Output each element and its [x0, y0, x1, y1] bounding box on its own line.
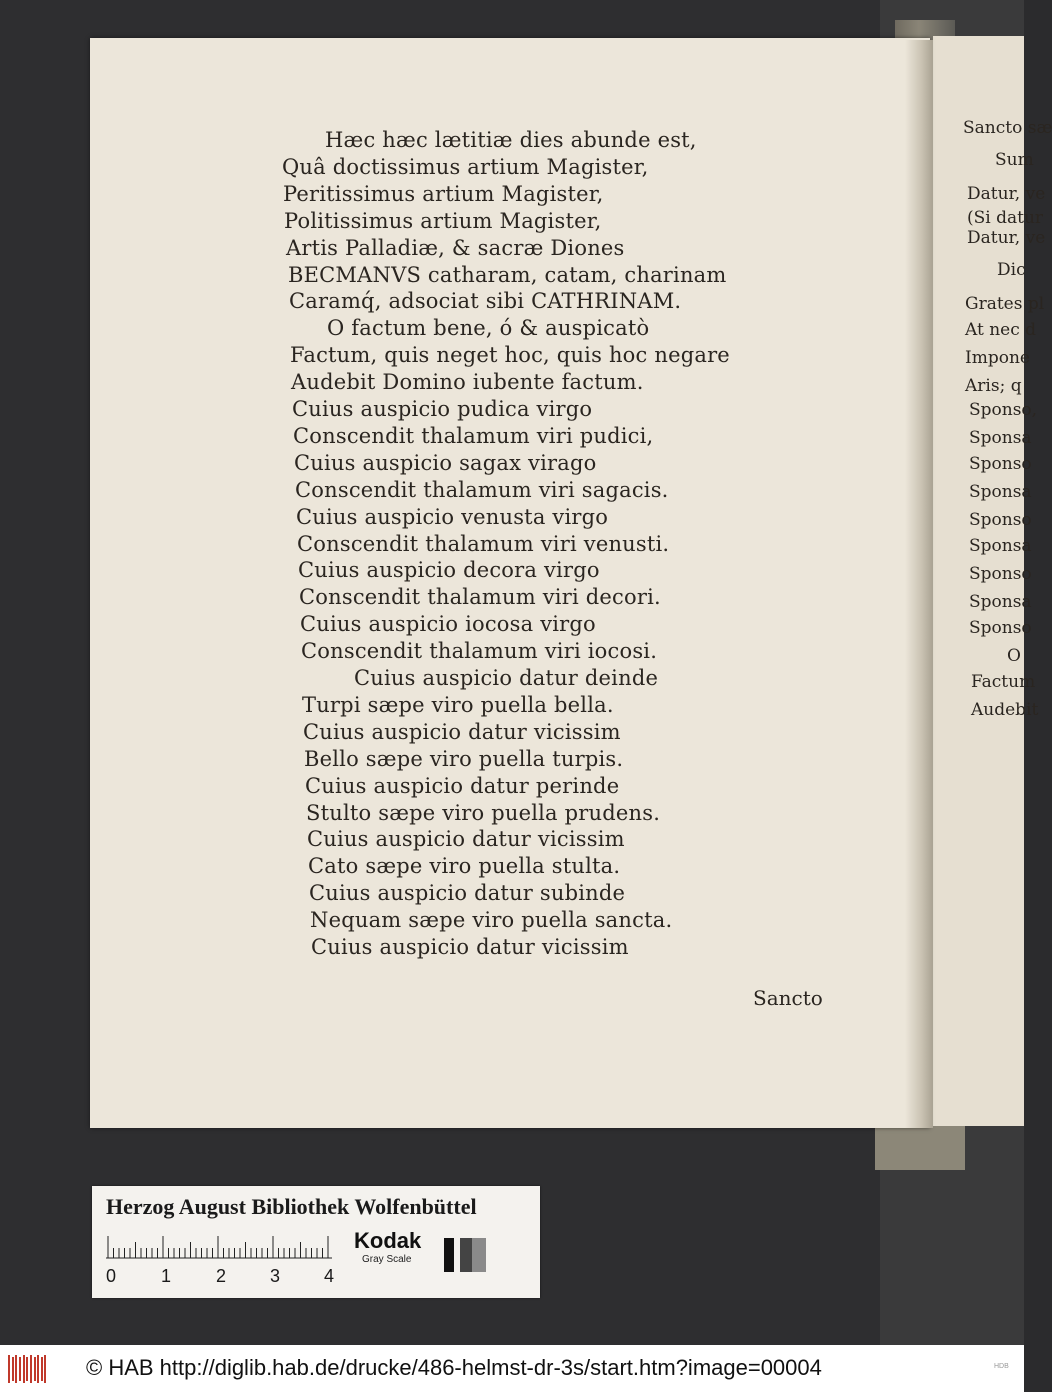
facing-page-line: Dic: [997, 260, 1026, 280]
poem-line: Cuius auspicio datur subinde: [309, 881, 626, 906]
poem-line: Bello sæpe viro puella turpis.: [304, 746, 624, 771]
poem-line: Factum, quis neget hoc, quis hoc negare: [290, 343, 730, 368]
poem-line: Cuius auspicio datur vicissim: [303, 719, 621, 744]
poem-line: Cuius auspicio pudica virgo: [292, 397, 593, 421]
facing-page-line: Impone: [965, 348, 1030, 368]
facing-page-line: Sponso,: [969, 400, 1038, 420]
facing-page: [933, 36, 1052, 1126]
poem-line: Cuius auspicio sagax virago: [294, 450, 597, 475]
facing-page-line: Datur, ve: [967, 184, 1046, 204]
poem-line: Cato sæpe viro puella stulta.: [308, 854, 621, 879]
poem-line: Cuius auspicio venusta virgo: [296, 504, 609, 529]
footer-mark: HDB: [994, 1363, 1009, 1370]
facing-page-line: (Si datur: [967, 208, 1044, 228]
facing-page-line: Sponso: [969, 618, 1032, 638]
poem-line: Stulto sæpe viro puella prudens.: [306, 800, 661, 825]
poem-line: Cuius auspicio datur vicissim: [307, 827, 625, 852]
facing-page-line: Sancto sæ: [963, 118, 1052, 138]
poem-line: Audebit Domino iubente factum.: [291, 370, 644, 395]
poem-line: Caramq́, adsociat sibi CATHRINAM.: [289, 289, 682, 314]
gray-scale-label: Gray Scale: [362, 1254, 412, 1265]
poem-line: Conscendit thalamum viri venusti.: [297, 531, 670, 556]
facing-page-line: Sponso: [969, 564, 1032, 584]
poem-line: Cuius auspicio iocosa virgo: [300, 612, 596, 637]
logo-bar: [37, 1355, 39, 1383]
poem-line: Peritissimus artium Magister,: [283, 181, 604, 206]
copyright-url[interactable]: © HAB http://diglib.hab.de/drucke/486-helmst-dr-3s/start.htm?image=00004: [86, 1355, 822, 1380]
logo-bar: [15, 1355, 17, 1383]
gray-patch: [472, 1238, 486, 1272]
facing-page-line: At nec d: [965, 320, 1037, 340]
poem-line: Conscendit thalamum viri pudici,: [293, 423, 654, 448]
facing-page-line: Sponsa: [969, 428, 1032, 448]
poem-line: Conscendit thalamum viri decori.: [299, 585, 661, 610]
logo-bar: [12, 1357, 14, 1381]
poem-line: O factum bene, ó & auspicatò: [327, 316, 650, 341]
poem-line: Conscendit thalamum viri sagacis.: [295, 477, 669, 502]
catchword: Sancto: [753, 986, 823, 1010]
poem-line: Politissimus artium Magister,: [284, 208, 602, 233]
poem-line: Nequam sæpe viro puella sancta.: [310, 908, 673, 933]
ruler-number: 4: [324, 1266, 335, 1286]
page-gutter-shadow: [905, 40, 933, 1128]
ruler-number: 0: [106, 1266, 117, 1286]
poem-line: Cuius auspicio datur perinde: [305, 773, 620, 798]
logo-bar: [26, 1357, 28, 1381]
facing-page-line: Sponso: [969, 510, 1032, 530]
poem-line: Cuius auspicio datur vicissim: [311, 935, 629, 959]
poem-line: Cuius auspicio datur deinde: [354, 666, 659, 690]
poem-line: Quâ doctissimus artium Magister,: [282, 154, 649, 179]
hab-logo-icon: [6, 1353, 48, 1385]
gray-scale-patches: [444, 1238, 486, 1272]
library-name: Herzog August Bibliothek Wolfenbüttel: [106, 1194, 477, 1219]
ruler-number: 2: [216, 1266, 227, 1286]
facing-page-line: Sum: [995, 150, 1034, 170]
logo-bar: [30, 1355, 32, 1383]
logo-bar: [8, 1355, 10, 1383]
facing-page-line: Sponsa: [969, 592, 1032, 612]
poem-line: Cuius auspicio decora virgo: [298, 558, 600, 583]
scale-ruler: [106, 1236, 334, 1260]
facing-page-line: Sponsa: [969, 536, 1032, 556]
gray-patch: [460, 1238, 472, 1272]
logo-bar: [41, 1357, 43, 1381]
color-calibration-card: [92, 1186, 540, 1298]
book-page: [90, 38, 930, 1128]
facing-page-line: Datur, ve: [967, 228, 1046, 248]
poem-text: [90, 38, 930, 1128]
ruler-number: 1: [161, 1266, 172, 1286]
footer-bar: [0, 1345, 1024, 1392]
poem-line: Turpi sæpe viro puella bella.: [302, 692, 614, 717]
poem-line: Conscendit thalamum viri iocosi.: [301, 639, 658, 664]
facing-page-line: O: [1007, 646, 1021, 666]
facing-page-line: Sponsa: [969, 482, 1032, 502]
poem-line: Hæc hæc lætitiæ dies abunde est,: [325, 128, 697, 152]
gray-patch: [444, 1238, 454, 1272]
facing-page-line: Grates pl: [965, 294, 1045, 314]
logo-bar: [23, 1355, 25, 1383]
ruler-number: 3: [270, 1266, 281, 1286]
logo-bar: [19, 1357, 21, 1381]
poem-line: Artis Palladiæ, & sacræ Diones: [286, 235, 625, 260]
logo-bar: [34, 1357, 36, 1381]
logo-bar: [44, 1355, 46, 1383]
poem-line: BECMANVS catharam, catam, charinam: [288, 262, 727, 287]
facing-page-line: Factum: [971, 672, 1036, 692]
facing-page-line: Aris; q: [965, 376, 1022, 396]
facing-page-line: Audebit: [971, 700, 1039, 720]
kodak-logo: Kodak: [354, 1228, 422, 1253]
facing-page-line: Sponso: [969, 454, 1032, 474]
